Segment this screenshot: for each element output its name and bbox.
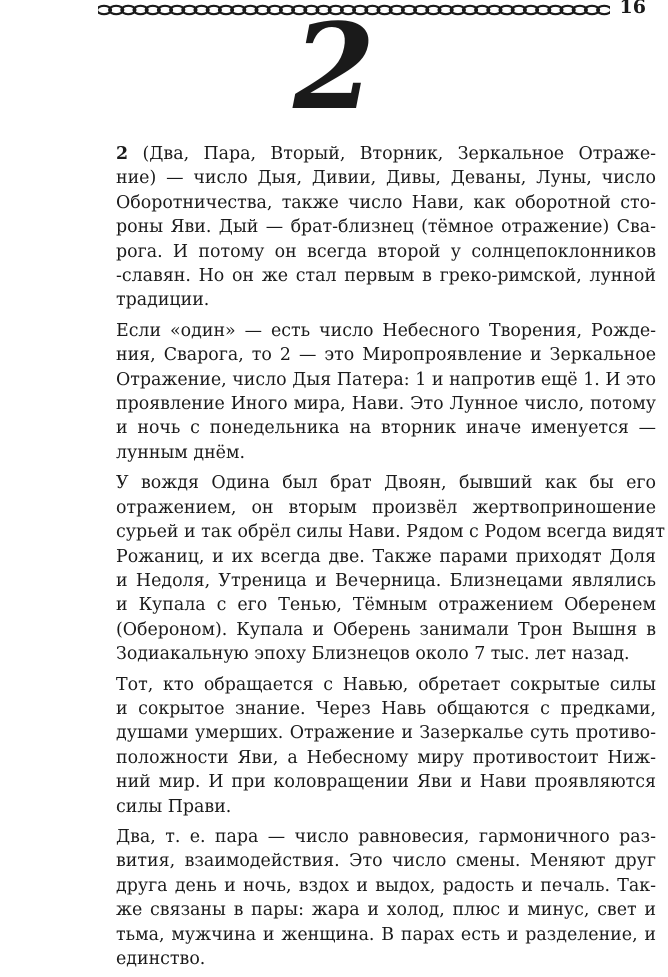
text-line: Оборотничества, также число Нави, как оборотной сто- — [116, 192, 656, 213]
text-line: Два, т. е. пара — число равновесия, гармоничного раз- — [116, 826, 656, 847]
text-line: вития, взаимодействия. Это число смены. Меняют друг — [116, 851, 656, 872]
text-line: Тот, кто обращается с Навью, обретает сокрытые силы — [116, 674, 656, 695]
text-line: традиции. — [116, 290, 210, 311]
paragraph-5 — [100, 825, 656, 971]
paragraph-lead-number: 2 — [116, 144, 129, 164]
text-line: единство. — [116, 949, 206, 969]
page-number: 16 — [619, 0, 646, 18]
paragraph-3 — [100, 471, 665, 666]
paragraph-2 — [100, 319, 656, 465]
text-line: тьма, мужчина и женщина. В парах есть и разделение, и — [116, 924, 656, 945]
text-line: душами умерших. Отражение и Зазеркалье суть противо- — [116, 723, 656, 744]
text-line: Если «один» — есть число Небесного Творения, Рожде- — [116, 320, 656, 341]
text-line: Рожаниц, и их всегда две. Также парами приходят Доля — [116, 546, 656, 567]
text-line: роны Яви. Дый — брат-близнец (тёмное отражение) Сва- — [116, 217, 656, 238]
text-line: ние) — число Дыя, Дивии, Дивы, Деваны, Луны, число — [116, 168, 656, 189]
text-line: ний мир. И при коловращении Яви и Нави проявляются — [116, 772, 656, 793]
chapter-number: 2 — [292, 0, 376, 136]
text-line: друга день и ночь, вздох и выдох, радость и печаль. Так- — [116, 875, 656, 896]
text-line: лунным днём. — [116, 442, 246, 463]
text-line: и Купала с его Тенью, Тёмным отражением Оберенем — [116, 595, 656, 616]
text-line: положности Яви, а Небесному миру противостоит Ниж- — [116, 747, 656, 768]
text-line: силы Прави. — [116, 796, 232, 817]
text-line: 2 (Два, Пара, Вторый, Вторник, Зеркальное Отраже- — [116, 144, 656, 164]
text-line: рога. И потому он всегда второй у солнцепоклонников — [116, 241, 656, 262]
text-line: Зодиакальную эпоху Близнецов около 7 тыс. лет назад. — [116, 644, 630, 665]
text-line: и сокрытое знание. Через Навь общаются с предками, — [116, 698, 656, 719]
text-line: сурьей и так обрёл силы Нави. Рядом с Родом всегда видят — [116, 522, 665, 543]
text-line: же связаны в пары: жара и холод, плюс и минус, свет и — [116, 900, 656, 921]
paragraph-1 — [100, 142, 656, 313]
text-line: (Обероном). Купала и Оберень занимали Трон Вышня в — [116, 619, 656, 640]
text-line: и ночь с понедельника на вторник иначе именуется — — [116, 418, 656, 439]
body-text — [100, 142, 665, 977]
text-line: ния, Сварога, то 2 — это Миропроявление и Зеркальное — [116, 345, 656, 366]
text-line: и Недоля, Утреница и Вечерница. Близнецами являлись — [116, 570, 656, 591]
text-line: проявление Иного мира, Нави. Это Лунное число, потому — [116, 394, 656, 415]
text-line: -славян. Но он же стал первым в греко-римской, лунной — [116, 266, 656, 287]
paragraph-4 — [100, 673, 656, 819]
text-line: отражением, он вторым произвёл жертвоприношение — [116, 497, 656, 518]
text-line: У вождя Одина был брат Двоян, бывший как бы его — [116, 473, 656, 494]
text-line: Отражение, число Дыя Патера: 1 и напротив ещё 1. И это — [116, 369, 656, 390]
